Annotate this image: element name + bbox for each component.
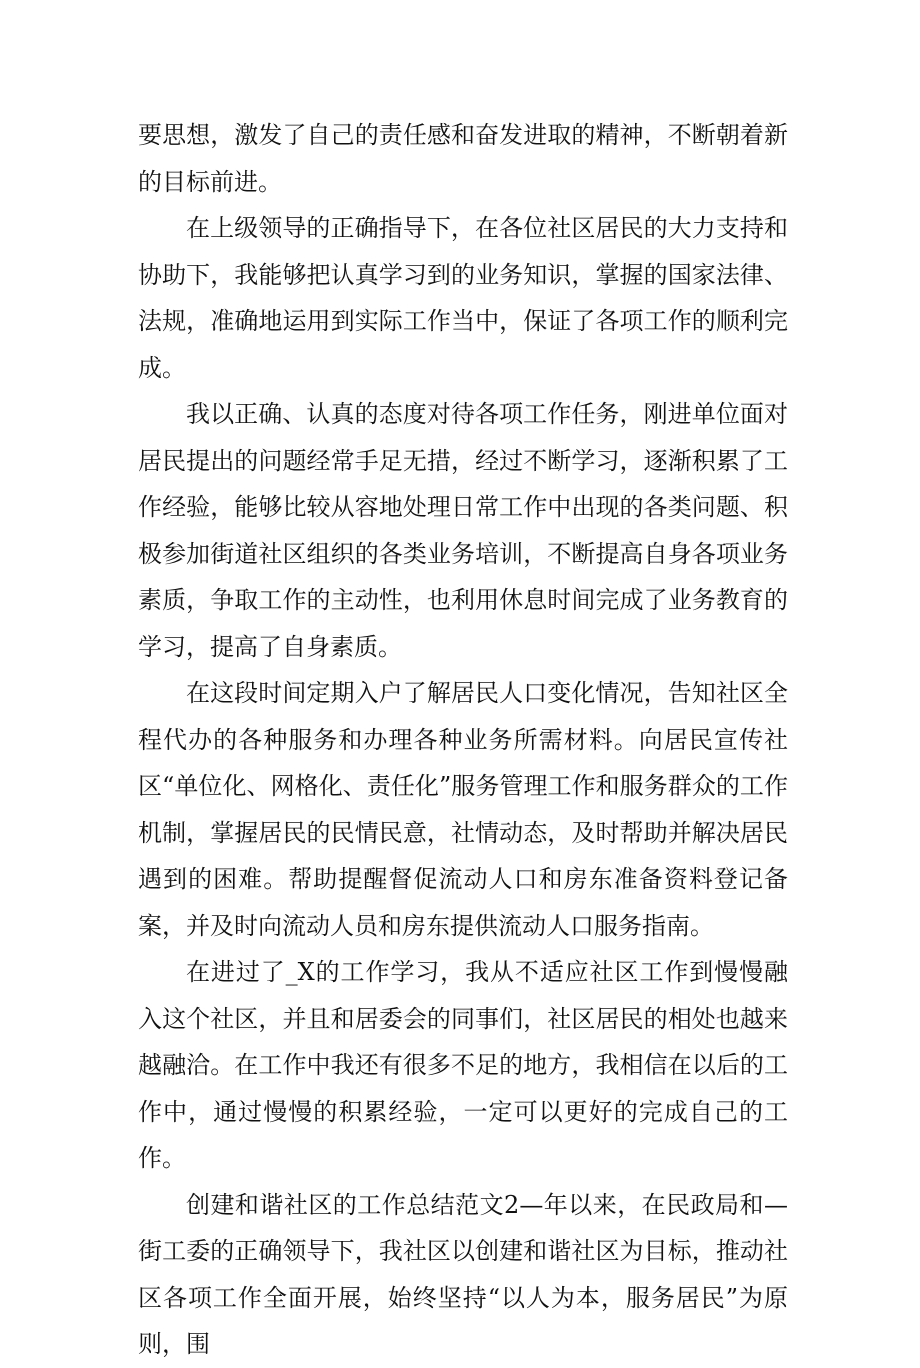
paragraph-2: 在上级领导的正确指导下，在各位社区居民的大力支持和协助下，我能够把认真学习到的业务知识，掌握的国家法律、法规，准确地运用到实际工作当中，保证了各项工作的顺利完成。 — [138, 214, 788, 382]
paragraph-4: 在这段时间定期入户了解居民人口变化情况，告知社区全程代办的各种服务和办理各种业务所需材料。向居民宣传社区“单位化、网格化、责任化”服务管理工作和服务群众的工作机制，掌握居民的民情民意，社情动态，及时帮助并解决居民遇到的困难。帮助提醒督促流动人口和房东准备资料登记备案，并及时向流动人员和房东提供流动人口服务指南。 — [138, 679, 788, 940]
paragraph-5: 在进过了_X的工作学习，我从不适应社区工作到慢慢融入这个社区，并且和居委会的同事们，社区居民的相处也越来越融洽。在工作中我还有很多不足的地方，我相信在以后的工作中，通过慢慢的积累经验，一定可以更好的完成自己的工作。 — [138, 958, 788, 1172]
paragraph-6: 创建和谐社区的工作总结范文2—年以来，在民政局和—街工委的正确领导下，我社区以创建和谐社区为目标，推动社区各项工作全面开展，始终坚持“以人为本，服务居民”为原则，围 — [138, 1190, 788, 1358]
paragraph-1: 要思想，激发了自己的责任感和奋发进取的精神，不断朝着新的目标前进。 — [138, 121, 788, 196]
paragraph-3: 我以正确、认真的态度对待各项工作任务，刚进单位面对居民提出的问题经常手足无措，经过不断学习，逐渐积累了工作经验，能够比较从容地处理日常工作中出现的各类问题、积极参加街道社区组织的各类业务培训，不断提高自身各项业务素质，争取工作的主动性，也利用休息时间完成了业务教育的学习，提高了自身素质。 — [138, 400, 788, 661]
document-body — [138, 112, 788, 1368]
